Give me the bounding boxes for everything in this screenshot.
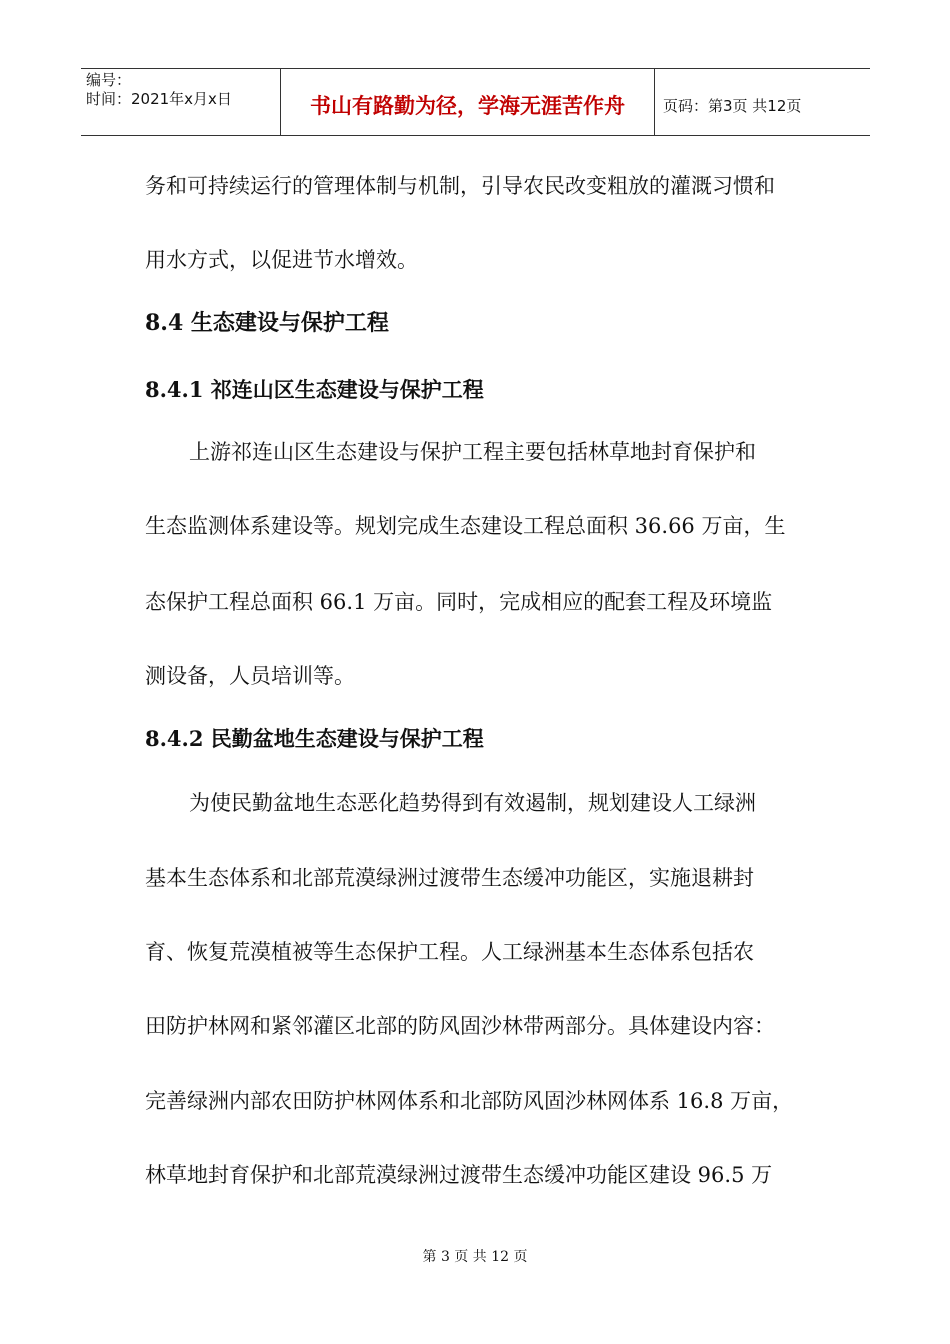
- page-footer: 第 3 页 共 12 页: [422, 1249, 528, 1265]
- paragraph-line: 用水方式，以促进节水增效。: [145, 248, 418, 272]
- paragraph-line: 生态监测体系建设等。规划完成生态建设工程总面积 36.66 万亩，生: [145, 514, 786, 538]
- paragraph-line: 基本生态体系和北部荒漠绿洲过渡带生态缓冲功能区，实施退耕封: [145, 866, 754, 890]
- header-meta: [81, 69, 281, 135]
- page-header: [81, 68, 870, 136]
- subsection-heading: 8.4.1 祁连山区生态建设与保护工程: [145, 377, 484, 402]
- header-page-info: 页码：第3页 共12页: [663, 96, 802, 115]
- paragraph-line: 态保护工程总面积 66.1 万亩。同时，完成相应的配套工程及环境监: [145, 590, 773, 614]
- header-motto: 书山有路勤为径，学海无涯苦作舟: [281, 69, 655, 135]
- paragraph-line: 林草地封育保护和北部荒漠绿洲过渡带生态缓冲功能区建设 96.5 万: [145, 1163, 773, 1187]
- doc-time-label: 时间：2021年x月x日: [86, 90, 232, 108]
- paragraph-line: 测设备，人员培训等。: [145, 664, 355, 688]
- paragraph-line: 为使民勤盆地生态恶化趋势得到有效遏制，规划建设人工绿洲: [189, 791, 756, 815]
- subsection-heading: 8.4.2 民勤盆地生态建设与保护工程: [145, 726, 484, 751]
- section-heading: 8.4 生态建设与保护工程: [145, 310, 389, 336]
- paragraph-line: 务和可持续运行的管理体制与机制，引导农民改变粗放的灌溉习惯和: [145, 174, 775, 198]
- paragraph-line: 完善绿洲内部农田防护林网体系和北部防风固沙林网体系 16.8 万亩，: [145, 1089, 794, 1113]
- paragraph-line: 上游祁连山区生态建设与保护工程主要包括林草地封育保护和: [189, 440, 756, 464]
- doc-number-label: 编号：: [86, 71, 132, 89]
- paragraph-line: 育、恢复荒漠植被等生态保护工程。人工绿洲基本生态体系包括农: [145, 940, 754, 964]
- paragraph-line: 田防护林网和紧邻灌区北部的防风固沙林带两部分。具体建设内容：: [145, 1014, 775, 1038]
